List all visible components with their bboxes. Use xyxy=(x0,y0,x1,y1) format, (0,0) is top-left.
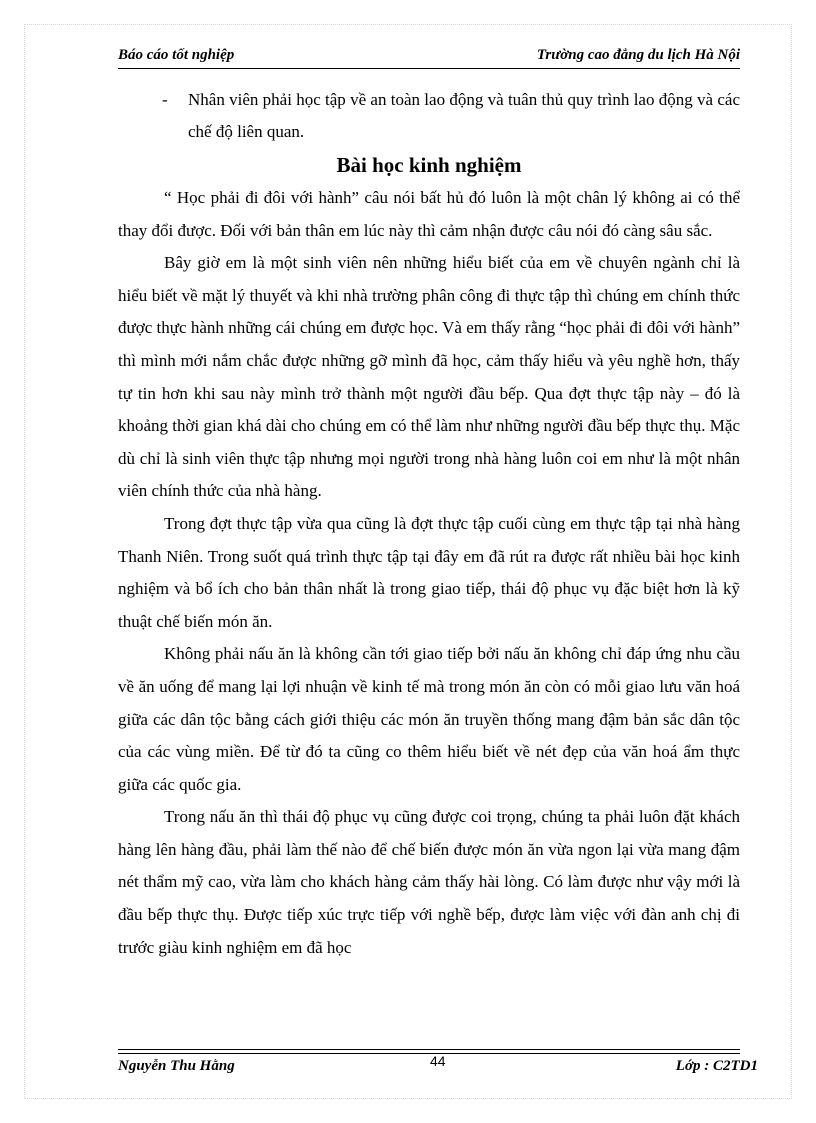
paragraph-4: Không phải nấu ăn là không cần tới giao tiếp bởi nấu ăn không chỉ đáp ứng nhu cầu về ăn uống để mang lại lợi nhuận về kinh tế mà trong món ăn còn có mỗi giao lưu văn hoá giữa các dân tộc bằng cách giới thiệu các món ăn truyền thống mang đậm bản sắc dân tộc của các vùng miền. Để từ đó ta cũng co thêm hiểu biết về nét đẹp của văn hoá ẩm thực giữa các quốc gia. xyxy=(118,644,740,794)
header-rule xyxy=(118,68,740,69)
bullet-item xyxy=(118,84,740,148)
footer-rule-top xyxy=(118,1049,740,1050)
header-report-title: Báo cáo tốt nghiệp xyxy=(118,47,235,63)
paragraph-3: Trong đợt thực tập vừa qua cũng là đợt thực tập cuối cùng em thực tập tại nhà hàng Thanh Niên. Trong suốt quá trình thực tập tại đây em đã rút ra được rất nhiều bài học kinh nghiệm và bổ ích cho bản thân nhất là trong giao tiếp, thái độ phục vụ đặc biệt hơn là kỹ thuật chế biến món ăn. xyxy=(118,513,740,631)
footer-rule-bottom xyxy=(118,1053,740,1054)
paragraph-1: “ Học phải đi đôi với hành” câu nói bất hủ đó luôn là một chân lý không ai có thể thay đổi được. Đối với bản thân em lúc này thì cảm nhận được câu nói đó càng sâu sắc. xyxy=(118,188,740,240)
paragraph-5: Trong nấu ăn thì thái độ phục vụ cũng được coi trọng, chúng ta phải luôn đặt khách hàng lên hàng đầu, phải làm thế nào để chế biến được món ăn vừa ngon lại vừa mang đậm nét thẩm mỹ cao, vừa làm cho khách hàng cảm thấy hài lòng. Có làm được như vậy mới là đầu bếp thực thụ. Được tiếp xúc trực tiếp với nghề bếp, được làm việc với đàn anh chị đi trước giàu kinh nghiệm em đã học xyxy=(118,807,740,957)
paragraph-2: Bây giờ em là một sinh viên nên những hiểu biết của em về chuyên ngành chỉ là hiểu biết về mặt lý thuyết và khi nhà trường phân công đi thực tập thì chúng em chính thức được thực hành những cái chúng em được học. Và em thấy rằng “học phải đi đôi với hành” thì mình mới nắm chắc được những gỡ mình đã học, cảm thấy hiểu và yêu nghề hơn, thấy tự tin hơn khi sau này mình trở thành một người đầu bếp. Qua đợt thực tập này – đó là khoảng thời gian khá dài cho chúng em có thể làm như những người đầu bếp thực thụ. Mặc dù chỉ là sinh viên thực tập nhưng mọi người trong nhà hàng luôn coi em như là một nhân viên chính thức của nhà hàng. xyxy=(118,253,740,501)
page-content xyxy=(118,84,740,964)
bullet-dash: - xyxy=(162,90,168,109)
footer-class: Lớp : C2TD1 xyxy=(675,1058,758,1074)
page-header xyxy=(118,47,740,69)
footer-page-number: 44 xyxy=(430,1053,446,1069)
section-title: Bài học kinh nghiệm xyxy=(336,153,522,177)
header-school-name: Trường cao đẳng du lịch Hà Nội xyxy=(536,47,740,63)
footer-author: Nguyễn Thu Hằng xyxy=(118,1058,235,1074)
page-footer xyxy=(118,1053,758,1079)
bullet-text: Nhân viên phải học tập về an toàn lao động và tuân thủ quy trình lao động và các chế độ liên quan. xyxy=(188,90,740,141)
